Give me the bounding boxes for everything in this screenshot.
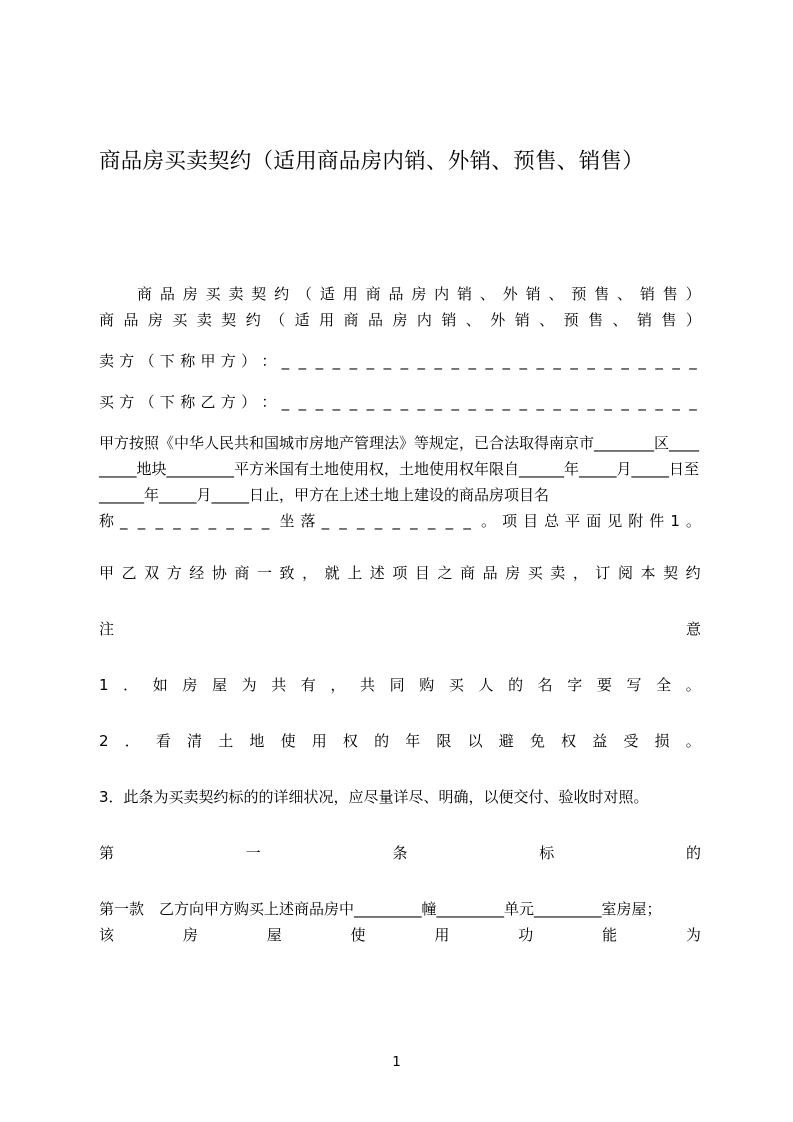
- heading-repeat-1-text: 外: [502, 285, 518, 303]
- buyer-label: 下: [159, 393, 175, 411]
- heading-repeat-1-text: 销: [639, 285, 655, 303]
- agreement-text: 约: [685, 564, 701, 582]
- buyer-blank-field[interactable]: _: [400, 393, 413, 411]
- heading-repeat-2-text: 品: [123, 311, 139, 329]
- project-name-blank-field[interactable]: _: [120, 512, 132, 530]
- heading-repeat-1-text: 商: [137, 285, 153, 303]
- clause-1: 第一款 乙方向甲方购买上述商品房中_________幢_________单元_________室房屋；: [99, 900, 662, 918]
- project-location-blank-field[interactable]: _: [374, 512, 387, 530]
- heading-repeat-1-text: 、: [479, 285, 495, 303]
- project-name-blank-field[interactable]: _: [173, 512, 185, 530]
- heading-repeat-2-text: 销: [636, 311, 652, 329]
- clause-1-continuation-text: 使: [350, 926, 366, 944]
- seller-blank-field[interactable]: _: [417, 352, 430, 370]
- heading-repeat-2-text: 买: [172, 311, 188, 329]
- clause-1-continuation: [99, 922, 701, 948]
- notice-item-2-text: 受: [623, 732, 639, 750]
- project-location-blank-field[interactable]: _: [445, 512, 458, 530]
- heading-repeat-1-text: 、: [548, 285, 564, 303]
- buyer-blank-field[interactable]: _: [570, 393, 583, 411]
- buyer-label: ）: [241, 393, 257, 411]
- seller-blank-field[interactable]: _: [434, 352, 447, 370]
- attachment-note: 附: [628, 512, 644, 530]
- seller-blank-field[interactable]: _: [451, 352, 464, 370]
- agreement-text: 上: [347, 564, 363, 582]
- buyer-blank-field[interactable]: _: [315, 393, 328, 411]
- agreement-text: ，: [572, 564, 588, 582]
- buyer-label: （: [139, 393, 155, 411]
- heading-repeat-1-text: ）: [685, 285, 701, 303]
- notice-item-1-text: 要: [596, 676, 612, 694]
- agreement-text: 致: [279, 564, 295, 582]
- seller-blank-field[interactable]: _: [349, 352, 362, 370]
- buyer-label: 方: [220, 393, 236, 411]
- agreement-text: 甲: [99, 564, 115, 582]
- heading-repeat-1-text: 销: [457, 285, 473, 303]
- seller-blank-field[interactable]: _: [485, 352, 498, 370]
- project-location-label: 坐: [279, 512, 295, 530]
- clause-1-continuation-text: 屋: [266, 926, 282, 944]
- heading-repeat-1-text: 买: [205, 285, 221, 303]
- attachment-note: 目: [523, 512, 539, 530]
- agreement-text: 买: [527, 564, 543, 582]
- project-location-blank-field[interactable]: _: [321, 512, 334, 530]
- notice-heading-text: 意: [685, 620, 701, 638]
- notice-item-1-text: 全: [656, 676, 672, 694]
- buyer-label: ：: [261, 393, 277, 411]
- attachment-note: 平: [565, 512, 581, 530]
- notice-item-2-text: 地: [249, 732, 265, 750]
- page-number: 1: [392, 1054, 401, 1070]
- buyer-blank-field[interactable]: _: [655, 393, 668, 411]
- seller-label: 方: [220, 352, 236, 370]
- article-heading-text: 标: [539, 844, 555, 862]
- seller-blank-field[interactable]: _: [638, 352, 651, 370]
- project-name-blank-field[interactable]: _: [226, 512, 239, 530]
- project-location-blank-field[interactable]: _: [427, 512, 440, 530]
- notice-item-1-text: 有: [300, 676, 316, 694]
- project-location-blank-field[interactable]: _: [463, 512, 476, 530]
- seller-label: 卖: [99, 352, 115, 370]
- notice-item-1-text: 房: [182, 676, 198, 694]
- notice-item-1-text: 购: [419, 676, 435, 694]
- agreement-text: 就: [324, 564, 340, 582]
- heading-repeat-1-text: 契: [251, 285, 267, 303]
- seller-label: ）: [241, 352, 257, 370]
- project-location-blank-field[interactable]: _: [392, 512, 405, 530]
- buyer-blank-field[interactable]: _: [672, 393, 685, 411]
- heading-repeat-2-text: 内: [416, 311, 432, 329]
- project-location-blank-field[interactable]: _: [357, 512, 369, 530]
- agreement-text: 房: [505, 564, 521, 582]
- buyer-blank-field[interactable]: _: [349, 393, 362, 411]
- heading-repeat-2-text: （: [270, 311, 286, 329]
- heading-repeat-2-text: ）: [685, 311, 701, 329]
- agreement-text: 经: [189, 564, 205, 582]
- agreement-text: 契: [663, 564, 679, 582]
- heading-repeat-2-text: 、: [539, 311, 555, 329]
- seller-blank-field[interactable]: _: [502, 352, 515, 370]
- notice-item-2-text: 用: [311, 732, 327, 750]
- heading-repeat-2-text: 商: [343, 311, 359, 329]
- agreement-text: 品: [482, 564, 498, 582]
- seller-blank-field[interactable]: _: [536, 352, 549, 370]
- agreement-text: 方: [166, 564, 182, 582]
- seller-blank-field[interactable]: _: [298, 352, 311, 370]
- heading-repeat-1-text: 卖: [228, 285, 244, 303]
- agreement-text: 阅: [617, 564, 633, 582]
- seller-label: ：: [261, 352, 277, 370]
- notice-item-2-text: 使: [280, 732, 296, 750]
- heading-repeat-2-text: 外: [490, 311, 506, 329]
- heading-repeat-1-text: 约: [274, 285, 290, 303]
- project-name-blank-field[interactable]: _: [208, 512, 221, 530]
- heading-repeat-2-text: 房: [147, 311, 163, 329]
- buyer-blank-field[interactable]: _: [281, 393, 294, 411]
- seller-blank-field[interactable]: _: [332, 352, 345, 370]
- heading-repeat-2-text: 售: [588, 311, 604, 329]
- heading-repeat-line-1: [99, 281, 701, 307]
- article-heading-text: 条: [392, 844, 408, 862]
- agreement-text: 本: [640, 564, 656, 582]
- heading-repeat-1-text: 品: [159, 285, 175, 303]
- notice-item-1-text: 。: [685, 676, 701, 694]
- heading-repeat-2-text: 契: [221, 311, 237, 329]
- seller-blank-field[interactable]: _: [315, 352, 328, 370]
- attachment-note: 见: [607, 512, 623, 530]
- agreement-text: 商: [460, 564, 476, 582]
- buyer-blank-field[interactable]: _: [485, 393, 498, 411]
- agreement-text: ，: [302, 564, 318, 582]
- notice-item-1-text: 字: [567, 676, 583, 694]
- notice-item-2-text: 权: [342, 732, 358, 750]
- heading-repeat-1-text: 房: [411, 285, 427, 303]
- heading-repeat-2-text: 销: [514, 311, 530, 329]
- notice-item-2-text: 土: [218, 732, 234, 750]
- article-heading-text: 的: [685, 844, 701, 862]
- buyer-line: [99, 389, 701, 415]
- heading-repeat-1-text: 预: [571, 285, 587, 303]
- buyer-blank-field[interactable]: _: [604, 393, 617, 411]
- notice-item-1: [99, 672, 701, 698]
- attachment-note: 面: [586, 512, 602, 530]
- buyer-blank-field[interactable]: _: [519, 393, 532, 411]
- buyer-label: 方: [119, 393, 135, 411]
- notice-item-2-text: 看: [155, 732, 171, 750]
- notice-item-2-text: 避: [498, 732, 514, 750]
- agreement-text: 协: [211, 564, 227, 582]
- notice-item-1-text: 屋: [211, 676, 227, 694]
- heading-repeat-2-text: 预: [563, 311, 579, 329]
- notice-item-1-text: 买: [448, 676, 464, 694]
- heading-repeat-2-text: 卖: [196, 311, 212, 329]
- notice-item-1-text: ．: [123, 676, 139, 694]
- project-name-blank-field[interactable]: _: [261, 512, 274, 530]
- agreement-text: 项: [392, 564, 408, 582]
- notice-item-1-text: 1: [99, 676, 109, 694]
- seller-label: 甲: [200, 352, 216, 370]
- seller-blank-field[interactable]: _: [621, 352, 634, 370]
- heading-repeat-1-text: 售: [662, 285, 678, 303]
- clause-1-continuation-text: 功: [518, 926, 534, 944]
- agreement-text: 乙: [121, 564, 137, 582]
- heading-repeat-2-text: 销: [441, 311, 457, 329]
- clause-1-continuation-text: 该: [99, 926, 115, 944]
- seller-blank-field[interactable]: _: [281, 352, 294, 370]
- agreement-text: 目: [414, 564, 430, 582]
- buyer-blank-field[interactable]: _: [451, 393, 464, 411]
- clause-1-continuation-text: 房: [182, 926, 198, 944]
- notice-item-2-text: 以: [467, 732, 483, 750]
- heading-repeat-2-text: 售: [661, 311, 677, 329]
- notice-item-1-text: 如: [152, 676, 168, 694]
- seller-blank-field[interactable]: _: [383, 352, 396, 370]
- heading-repeat-2-text: 适: [294, 311, 310, 329]
- attachment-note: 总: [544, 512, 560, 530]
- heading-repeat-2-text: 、: [465, 311, 481, 329]
- page-title: 商品房买卖契约（适用商品房内销、外销、预售、销售）: [99, 149, 645, 175]
- seller-blank-field[interactable]: _: [519, 352, 532, 370]
- seller-blank-field[interactable]: _: [468, 352, 481, 370]
- article-heading-text: 一: [245, 844, 261, 862]
- buyer-label: 乙: [200, 393, 216, 411]
- attachment-note: 。: [481, 512, 497, 530]
- seller-blank-field[interactable]: _: [570, 352, 583, 370]
- agreement-text: 双: [144, 564, 160, 582]
- land-paragraph-last-line: [99, 508, 701, 534]
- project-location-blank-field[interactable]: _: [410, 512, 422, 530]
- heading-repeat-1-text: 品: [388, 285, 404, 303]
- agreement-line: [99, 560, 701, 586]
- heading-repeat-1-text: 商: [365, 285, 381, 303]
- heading-repeat-1-text: 售: [594, 285, 610, 303]
- project-location-label: 落: [300, 512, 316, 530]
- seller-blank-field[interactable]: _: [672, 352, 685, 370]
- buyer-blank-field[interactable]: _: [621, 393, 634, 411]
- clause-1-continuation-text: 用: [434, 926, 450, 944]
- buyer-blank-field[interactable]: _: [383, 393, 396, 411]
- buyer-blank-field[interactable]: _: [298, 393, 311, 411]
- seller-label: 方: [119, 352, 135, 370]
- heading-repeat-line-2: [99, 307, 701, 333]
- notice-heading: [99, 616, 701, 642]
- seller-blank-field[interactable]: _: [587, 352, 600, 370]
- heading-repeat-2-text: 商: [99, 311, 115, 329]
- heading-repeat-2-text: 房: [392, 311, 408, 329]
- notice-item-1-text: 为: [241, 676, 257, 694]
- seller-label: 下: [159, 352, 175, 370]
- clause-1-continuation-text: 能: [602, 926, 618, 944]
- buyer-blank-field[interactable]: _: [502, 393, 515, 411]
- heading-repeat-2-text: 约: [245, 311, 261, 329]
- notice-item-2-text: 的: [374, 732, 390, 750]
- notice-item-1-text: 同: [389, 676, 405, 694]
- agreement-text: 卖: [550, 564, 566, 582]
- buyer-blank-field[interactable]: _: [536, 393, 549, 411]
- agreement-text: 一: [256, 564, 272, 582]
- seller-blank-field[interactable]: _: [689, 352, 701, 370]
- notice-item-2-text: 益: [592, 732, 608, 750]
- document-body: [99, 281, 701, 948]
- notice-item-2: [99, 728, 701, 754]
- project-name-blank-field[interactable]: _: [190, 512, 203, 530]
- notice-item-2-text: 清: [187, 732, 203, 750]
- article-heading-text: 第: [99, 844, 115, 862]
- attachment-note: 1: [670, 512, 680, 530]
- seller-blank-field[interactable]: _: [604, 352, 617, 370]
- notice-item-3: 3．此条为买卖契约标的的详细状况，应尽量详尽、明确，以便交付、验收时对照。: [99, 788, 649, 806]
- heading-repeat-1-text: 适: [319, 285, 335, 303]
- seller-blank-field[interactable]: _: [400, 352, 413, 370]
- heading-repeat-2-text: 、: [612, 311, 628, 329]
- project-name-label: 称: [99, 512, 115, 530]
- project-name-blank-field[interactable]: _: [137, 512, 150, 530]
- notice-item-2-text: 损: [654, 732, 670, 750]
- project-name-blank-field[interactable]: _: [244, 512, 256, 530]
- notice-item-1-text: 的: [508, 676, 524, 694]
- heading-repeat-1-text: 销: [525, 285, 541, 303]
- heading-repeat-2-text: 品: [367, 311, 383, 329]
- project-location-blank-field[interactable]: _: [339, 512, 351, 530]
- buyer-label: 称: [180, 393, 196, 411]
- notice-item-1-text: 名: [537, 676, 553, 694]
- seller-blank-field[interactable]: _: [366, 352, 379, 370]
- buyer-blank-field[interactable]: _: [689, 393, 701, 411]
- heading-repeat-1-text: 内: [434, 285, 450, 303]
- notice-heading-text: 注: [99, 620, 115, 638]
- notice-item-1-text: ，: [330, 676, 346, 694]
- seller-label: （: [139, 352, 155, 370]
- agreement-text: 订: [595, 564, 611, 582]
- notice-item-1-text: 共: [271, 676, 287, 694]
- notice-item-2-text: 。: [685, 732, 701, 750]
- seller-label: 称: [180, 352, 196, 370]
- seller-blank-field[interactable]: _: [553, 352, 566, 370]
- land-paragraph: 甲方按照《中华人民共和国城市房地产管理法》等规定，已合法取得南京市________区_________地块_________平方米国有土地使用权，土地使用权年限自______年_____月_____日至______年_____月_____日止，甲方在上述土地上建设的商品房项目名: [99, 434, 700, 504]
- notice-item-1-text: 人: [478, 676, 494, 694]
- buyer-label: 买: [99, 393, 115, 411]
- agreement-text: 商: [234, 564, 250, 582]
- article-heading: [99, 840, 701, 866]
- project-name-blank-field[interactable]: _: [155, 512, 168, 530]
- notice-item-2-text: 权: [561, 732, 577, 750]
- seller-blank-field[interactable]: _: [655, 352, 668, 370]
- notice-item-2-text: 免: [529, 732, 545, 750]
- heading-repeat-2-text: 用: [319, 311, 335, 329]
- notice-item-1-text: 写: [626, 676, 642, 694]
- heading-repeat-1-text: 、: [617, 285, 633, 303]
- heading-repeat-1-text: （: [297, 285, 313, 303]
- notice-item-1-text: 共: [360, 676, 376, 694]
- buyer-blank-field[interactable]: _: [553, 393, 566, 411]
- attachment-note: 。: [685, 512, 701, 530]
- heading-repeat-1-text: 房: [182, 285, 198, 303]
- buyer-blank-field[interactable]: _: [468, 393, 481, 411]
- attachment-note: 项: [502, 512, 518, 530]
- attachment-note: 件: [649, 512, 665, 530]
- agreement-text: 述: [369, 564, 385, 582]
- buyer-blank-field[interactable]: _: [434, 393, 447, 411]
- notice-item-2-text: ．: [124, 732, 140, 750]
- buyer-blank-field[interactable]: _: [332, 393, 345, 411]
- notice-item-2-text: 年: [405, 732, 421, 750]
- seller-line: [99, 348, 701, 374]
- heading-repeat-1-text: 用: [342, 285, 358, 303]
- clause-1-continuation-text: 为: [685, 926, 701, 944]
- notice-item-2-text: 2: [99, 732, 109, 750]
- buyer-blank-field[interactable]: _: [366, 393, 379, 411]
- buyer-blank-field[interactable]: _: [638, 393, 651, 411]
- agreement-text: 之: [437, 564, 453, 582]
- notice-item-2-text: 限: [436, 732, 452, 750]
- buyer-blank-field[interactable]: _: [587, 393, 600, 411]
- buyer-blank-field[interactable]: _: [417, 393, 430, 411]
